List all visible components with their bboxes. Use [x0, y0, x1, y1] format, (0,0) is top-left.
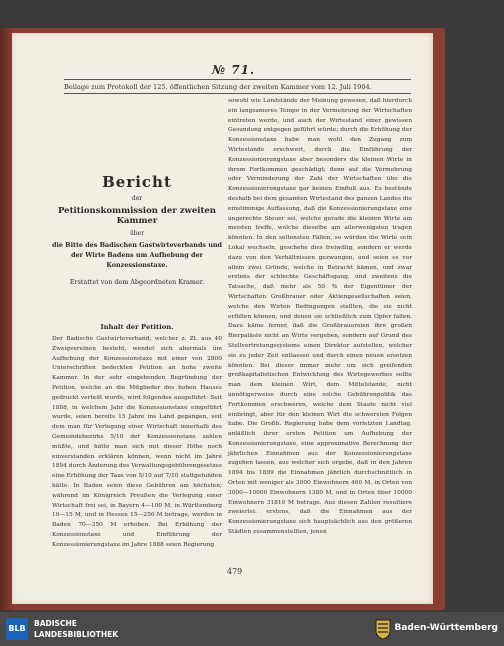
bw-label[interactable]: Baden-Württemberg [394, 623, 498, 633]
left-column-text [52, 335, 222, 551]
title-connector-2: über [129, 230, 145, 237]
right-column-text [228, 97, 412, 538]
blb-name [34, 618, 118, 640]
left-paragraph: Der Badische Gastwirteverband, welcher z. Zt. aus 40 Zweigvereinen besteht, wendet sich abermals um Aufhebung der Konzessionstaxe mit einer von 2800 Unterschriften bedeckten Petition an hohe zweite Kammer. In der sehr eingehenden Begründung der Petition, welche an die Mitglieder des hohen Hauses gedruckt verteilt wurde, wird folgendes ausgeführt: Seit 1888, in welchem Jahr die Konzessionstaxe eingeführt wurde, seien bereits 15 Jahre ins Land gegangen, seit dem man für Verlegung einer Wirtschaft innerhalb des Gemeindebezirks 5/10 der Konzessionstaxe zahlen müßte, und hätte man sich mit dieser Höhe noch einverstanden erklären können, wenn nicht im Jahre 1894 durch Änderung des Verwaltungsgebührengesetzes eine Erhöhung der Taxe von 5/10 auf 7/10 stattgefunden hätte. In Baden seien diese Gebühren am höchsten; während im Königreich Preußen die Verlegung einer Wirtschaft frei sei, in Bayern 4—100 M, in Württemberg 10—15 M, und in Hessen 15—250 M betrage, werden in Baden 70—350 M erhoben. Bei Erhöhung der Konzessionstaxe und Einführung der Konzessionierungstaxe im Jahre 1888 seien Regierung [52, 336, 223, 548]
page-number: № 71. [212, 63, 256, 77]
footer-bar [0, 612, 504, 646]
blb-logo[interactable]: BLB [6, 618, 28, 640]
section-heading: Inhalt der Petition. [100, 323, 174, 331]
beilage-line: Beilage zum Protokoll der 125. öffentlichen Sitzung der zweiten Kammer vom 12. Juli 1904. [64, 83, 372, 91]
reporter-line: Erstattet von dem Abgeordneten Kramer. [69, 278, 205, 286]
header-rule-lower [64, 93, 411, 94]
folio-number: 479 [227, 567, 243, 576]
document-page [12, 33, 433, 604]
blb-name-line1: BADISCHE [34, 619, 77, 628]
report-heading: Bericht [102, 173, 172, 191]
petition-subject: die Bitte des Badischen Gastwirteverbands und der Wirte Badens um Aufhebung der Konzessionstaxe. [52, 241, 222, 269]
commission-title: Petitionskommission der zweiten Kammer [58, 206, 216, 226]
right-paragraph: sowohl wie Landstände der Meinung gewesen, daß hierdurch ein langsameres Tempo in der Vermehrung der Wirtschaften eintreten werde, und auch der Wirtestand einer gewissen Gesundung entgegen geführt würde; durch die Erhöhung der Konzessionstaxe habe man wohl den Zugang zum Wirtestande erschwert, durch die Einführung der Konzessionierungstaxe aber besonders die kleinen Wirte in ihrem Fortkommen geschädigt; denn auf die Vermehrung oder Verminderung der Zahl der Wirtschaften übe die Konzessionierungstaxe gar keinen Einfluß aus. Es bestünde deshalb bei dem gesamten Wirtestand des ganzen Landes die einstimmige Auffassung, daß die Konzessionierungstaxe eine ungerechte Steuer sei, welche gerade die kleinen Wirte am meisten treffe, welche dieselbe am allerwenigsten tragen könnten. In den seltensten Fällen, so würden die Wirte sein Lokal wechseln, geschehe dies freiwillig, sondern er werde dazu von den Verhältnissen gezwungen, und seien es vor allem zwei Gründe, welche in Betracht kämen, und zwar erstens der schlechte Geschäftsgang, und zweitens die Tatsache, daß mehr als 50 % der Eigentümer der Wirtschaften Großbrauer oder Aktiengesellschaften seien, welche den Wirten Bedingungen stellten, die sie nicht erfüllen können, und denen sie schließlich zum Opfer fallen. Dazu käme ferner, daß die Großbrauereien ihre großen Bierpaläste nicht an Wirte vergeben, sondern auf Grund des Stellvertretungssystems einen Direktor aufstellen, welcher sie zu jeder Zeit entlassen und durch einen neuen ersetzen könnten. Bei dieser immer mehr um sich greifenden großkapitalistischen Entwicklung des Wirtegewerbes sollte man dem kleinen Wirt, dem Mittelstande, nicht unnötigerweise durch eine solche Gebührenpolitik das Fortkommen erschweren, welche dem Staate nicht viel einbringt, aber für den kleinen Wirt die schwersten Folgen habe. Die Großh. Regierung habe dem vorletzten Landtag, anläßlich ihrer ersten Petition um Aufhebung der Konzessionierungstaxe, eine approximative Berechnung der jährlichen Einnahmen aus der Konzessionierungstaxe zugehen lassen, aus welcher sich ergebe, daß in den Jahren 1894 bis 1899 die Einnahmen jährlich durchschnittlich in Orten mit weniger als 3000 Einwohnern 460 M, in Orten von 3000—10000 Einwohnern 1380 M, und in Orten über 10000 Einwohnern 31810 M betrage. Aus diesen Zahlen resultiere zweierlei: erstens, daß die Einnahmen aus der Konzessionierungstaxe sich hauptsächlich aus den größeren Städten zusammenstellten, jenen [228, 98, 412, 536]
report-title-block [52, 173, 222, 286]
blb-name-line2: LANDESBIBLIOTHEK [34, 630, 119, 639]
header-rule [64, 79, 411, 80]
bw-coat-of-arms-icon [374, 618, 392, 640]
title-connector: der [131, 195, 143, 202]
